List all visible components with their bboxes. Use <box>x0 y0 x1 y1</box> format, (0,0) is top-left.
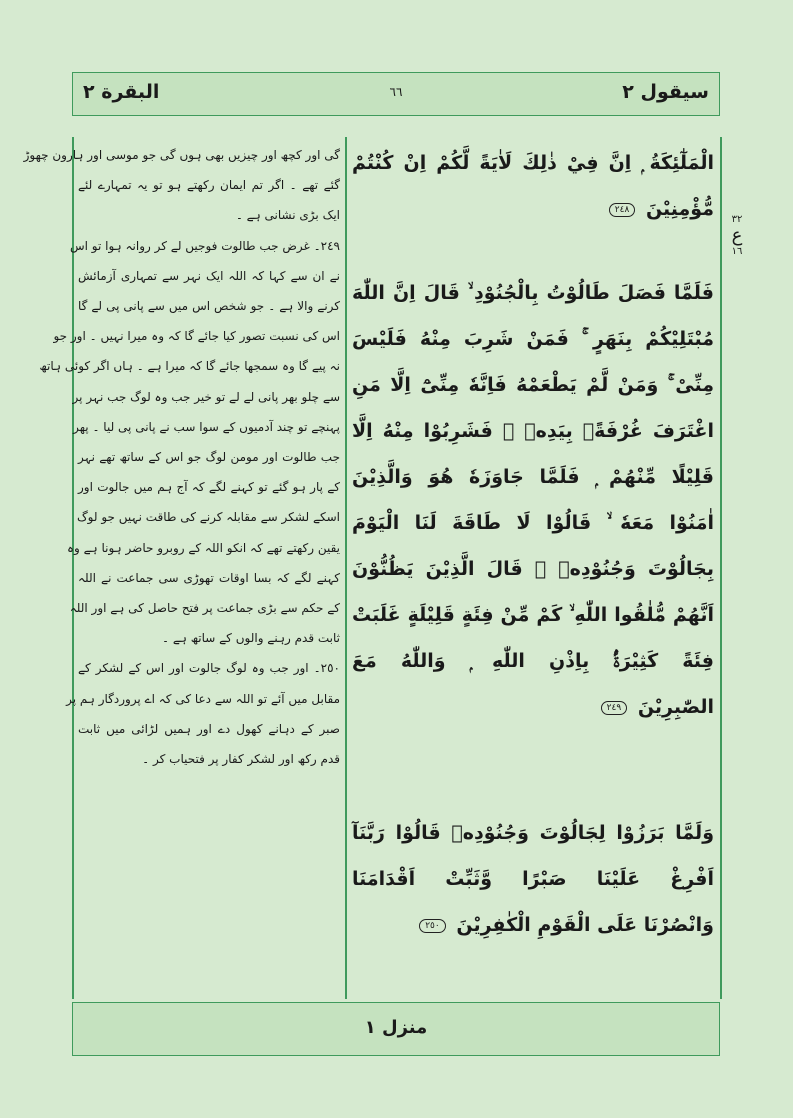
arabic-line <box>352 684 714 730</box>
urdu-line: یقین رکھتے تھے کہ انکو اللہ کے روبرو حاضر ہونا ہے وہ <box>66 540 340 555</box>
page-number: ٦٦ <box>389 85 403 99</box>
urdu-line: سے چلو بھر پانی لے لے تو خیر جب وہ لوگ جب نہر پر <box>72 389 340 404</box>
left-border-line <box>72 137 74 999</box>
urdu-line: کے پار ہو گئے تو کہنے لگے کہ آج ہم میں جالوت اور <box>78 480 340 495</box>
urdu-line: کہنے لگے کہ بسا اوقات تھوڑی سی جماعت نے اللہ <box>78 570 340 585</box>
urdu-line: اسکے لشکر سے مقابلہ کرنے کی طاقت نہیں جو لوگ <box>76 510 340 525</box>
arabic-line: وَلَمَّا بَرَزُوْا لِجَالُوْتَ وَجُنُوْدِهٖ قَالُوْا رَبَّنَآ <box>352 822 714 844</box>
urdu-line: مقابل میں آئے تو اللہ سے دعا کی کہ اے پروردگار ہم پر <box>66 691 340 706</box>
arabic-line: مِنِّىْ ۚ وَمَنْ لَّمْ يَطْعَمْهُ فَاِنَّهٗ مِنِّىْٓ اِلَّا مَنِ <box>352 374 714 396</box>
arabic-text-column <box>352 140 714 948</box>
arabic-line: اٰمَنُوْا مَعَهٗ ۙ قَالُوْا لَا طَاقَةَ لَنَا الْيَوْمَ <box>352 512 714 534</box>
page-footer <box>72 1002 720 1056</box>
urdu-line: اس کی نسبت تصور کیا جائے گا کہ وہ میرا نہیں ۔ اور جو <box>53 329 340 344</box>
urdu-line: ثابت قدم رہنے والوں کے ساتھ ہے ۔ <box>161 631 340 646</box>
arabic-line-text: وَانْصُرْنَا عَلَى الْقَوْمِ الْكٰفِرِيْنَ <box>456 914 714 936</box>
arabic-line: اَنَّهُمْ مُّلٰقُوا اللّٰهِ ۙ كَمْ مِّنْ فِئَةٍ قَلِيْلَةٍ غَلَبَتْ <box>352 604 714 626</box>
manzil-label: منزل ١ <box>364 1017 428 1038</box>
ruku-marker <box>725 214 749 258</box>
page-header <box>72 72 720 116</box>
urdu-line: ٢٤٩۔ غرض جب طالوت فوجیں لے کر روانہ ہوا تو اس <box>70 238 340 253</box>
urdu-line: صبر کے دہانے کھول دے اور ہمیں لڑائی میں ثابت <box>78 721 340 736</box>
arabic-line: بِجَالُوْتَ وَجُنُوْدِهٖ ۭ قَالَ الَّذِيْنَ يَظُنُّوْنَ <box>352 558 714 580</box>
arabic-line <box>352 186 714 232</box>
urdu-translation-column <box>23 140 340 774</box>
arabic-line: مُبْتَلِيْكُمْ بِنَهَرٍ ۚ فَمَنْ شَرِبَ مِنْهُ فَلَيْسَ <box>352 328 714 350</box>
ruku-top-number: ٣٢ <box>731 214 743 225</box>
para-name: سیقول ٢ <box>622 81 709 103</box>
urdu-line: کے حکم سے بڑی جماعت پر فتح حاصل کی ہے اور اللہ <box>69 601 340 616</box>
arabic-line-text: الصّٰبِرِيْنَ <box>637 696 714 718</box>
surah-name: البقرة ٢ <box>83 81 160 103</box>
arabic-line: اَفْرِغْ عَلَيْنَا صَبْرًا وَّثَبِّتْ اَقْدَامَنَا <box>352 868 714 890</box>
arabic-line: اغْتَرَفَ غُرْفَةًۢ بِيَدِهٖ ۚ فَشَرِبُوْا مِنْهُ اِلَّا <box>352 420 714 442</box>
arabic-line: قَلِيْلًا مِّنْهُمْ ۭ فَلَمَّا جَاوَزَهٗ هُوَ وَالَّذِيْنَ <box>352 466 714 488</box>
arabic-line-text: مُّؤْمِنِيْنَ <box>645 198 714 220</box>
urdu-line: گئے تھے ۔ اگر تم ایمان رکھتے ہو تو یہ تمہارے لئے <box>78 178 340 193</box>
ruku-bottom-number: ١٦ <box>731 246 743 257</box>
ayah-number-marker: ٢٤٩ <box>601 701 628 715</box>
verse-spacer <box>352 730 714 810</box>
urdu-line: نہ پیے گا وہ سمجھا جائے گا کہ میرا ہے ۔ ہاں اگر کوئی ہاتھ <box>39 359 340 374</box>
ruku-ain-symbol: ع <box>731 225 743 246</box>
urdu-line: ٢٥٠۔ اور جب وہ لوگ جالوت اور اس کے لشکر کے <box>78 661 340 676</box>
urdu-line: پہنچے تو چند آدمیوں کے سوا سب نے پانی پی لیا ۔ پھر <box>73 419 340 434</box>
urdu-line: نے ان سے کہا کہ اللہ ایک نہر سے تمہاری آزمائش <box>78 268 340 283</box>
urdu-line: قدم رکھ اور لشکر کفار پر فتحیاب کر ۔ <box>142 752 340 767</box>
urdu-line: کرنے والا ہے ۔ جو شخص اس میں سے پانی پی لے گا <box>78 299 340 314</box>
arabic-line: الْمَلٰٓئِكَةُ ۭ اِنَّ فِيْ ذٰلِكَ لَاٰيَةً لَّكُمْ اِنْ كُنْتُمْ <box>352 152 714 174</box>
column-divider <box>345 137 347 999</box>
ayah-number-marker: ٢٤٨ <box>609 203 636 217</box>
urdu-line: گی اور کچھ اور چیزیں بھی ہوں گی جو موسی اور ہارون چھوڑ <box>23 148 340 162</box>
arabic-line <box>352 902 714 948</box>
urdu-line: ایک بڑی نشانی ہے ۔ <box>235 208 340 223</box>
verse-spacer <box>352 232 714 270</box>
arabic-line: فَلَمَّا فَصَلَ طَالُوْتُ بِالْجُنُوْدِ ۙ قَالَ اِنَّ اللّٰهَ <box>352 282 714 304</box>
urdu-line: جب طالوت اور مومن لوگ جو اس کے ساتھ تھے نہر <box>78 450 340 465</box>
right-border-line <box>720 137 722 999</box>
arabic-line: فِئَةً كَثِيْرَةًۢ بِاِذْنِ اللّٰهِ ۭ وَاللّٰهُ مَعَ <box>352 650 714 672</box>
ayah-number-marker: ٢٥٠ <box>419 919 446 933</box>
